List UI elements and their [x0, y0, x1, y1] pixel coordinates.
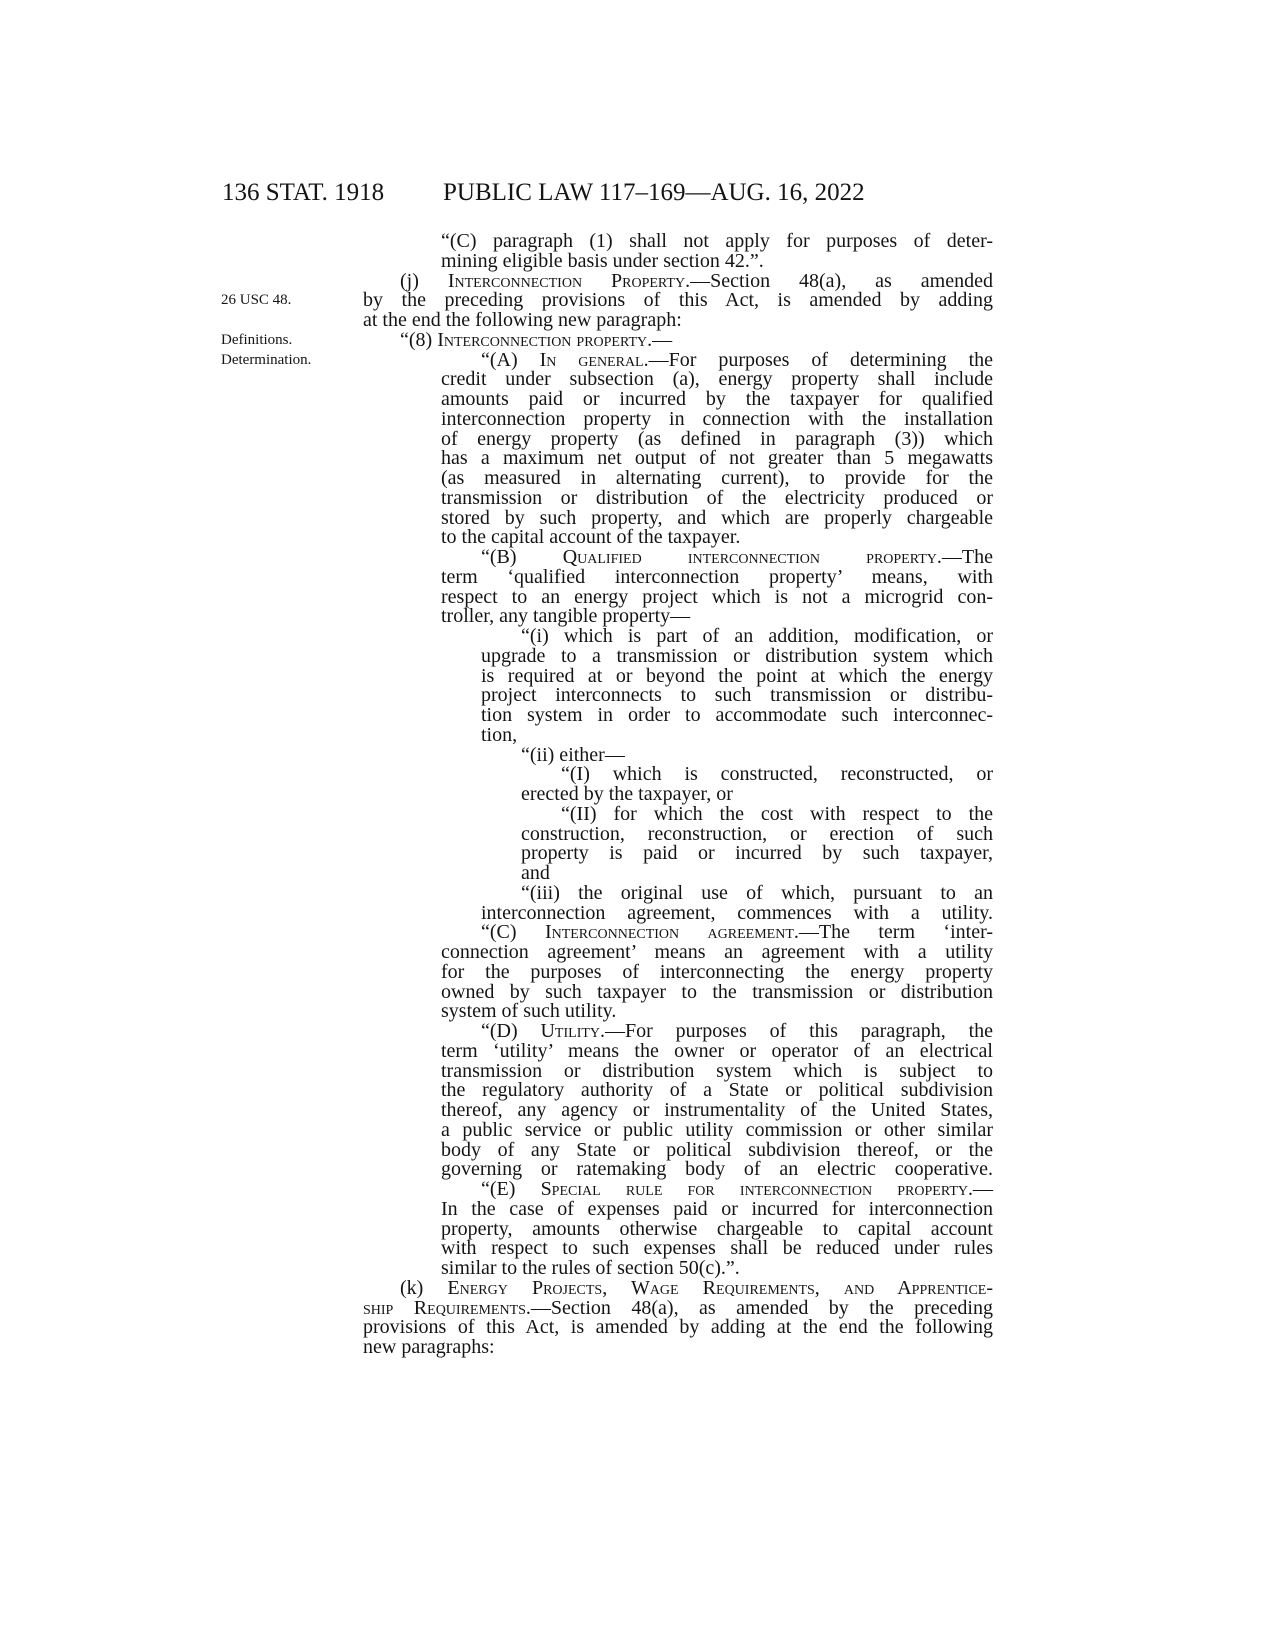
text-line: property, amounts otherwise chargeable to capital account [441, 1217, 993, 1240]
text-line: by the preceding provisions of this Act, is amended by adding [363, 289, 993, 312]
subparagraph-label: “(E) [481, 1178, 541, 1200]
text-line: the regulatory authority of a State or political subdivision [441, 1079, 993, 1102]
text-line: transmission or distribution of the electricity produced or [441, 486, 993, 509]
text-line: and [521, 862, 550, 884]
margin-note-determination: Determination. [221, 351, 312, 368]
text-line: is required at or beyond the point at which the energy [481, 664, 993, 687]
text-line: governing or ratemaking body of an electric cooperative. [441, 1158, 993, 1181]
subparagraph-heading: Qualified interconnection property [562, 546, 937, 568]
margin-note-citation: 26 USC 48. [221, 292, 292, 308]
text-line: with respect to such expenses shall be reduced under rules [441, 1237, 993, 1260]
text-line: In the case of expenses paid or incurred for interconnection [441, 1197, 993, 1220]
text-line: provisions of this Act, is amended by adding at the end the following [363, 1316, 993, 1339]
text-line: thereof, any agency or instrumentality of the United States, [441, 1099, 993, 1121]
text-line: (as measured in alternating current), to provide for the [441, 467, 993, 489]
subsection-heading: Energy Projects, Wage Requirements, and Apprentice- [447, 1276, 993, 1299]
text-line: to the capital account of the taxpayer. [441, 526, 741, 549]
text-line: property is paid or incurred by such taxpayer, [521, 842, 993, 865]
subparagraph-heading-line [481, 1022, 993, 1042]
page-header-title: PUBLIC LAW 117–169—AUG. 16, 2022 [443, 179, 865, 206]
heading-text: .—Section 48(a), as amended [685, 269, 993, 292]
text-line: “(iii) the original use of which, pursuant to an [521, 881, 993, 904]
margin-note-definitions: Definitions. [221, 332, 293, 348]
subsection-heading: ship Requirements [363, 1296, 526, 1319]
heading-text: .—Section 48(a), as amended by the preceding [525, 1296, 993, 1319]
text-line: upgrade to a transmission or distribution system which [481, 644, 993, 667]
heading-text: .—The [936, 546, 993, 568]
heading-text: .— [647, 328, 673, 351]
subsection-label: (j) [400, 269, 448, 292]
text-line: of energy property (as defined in paragraph (3)) which [441, 427, 993, 450]
paragraph-label: “(8) [400, 328, 438, 351]
text-line: project interconnects to such transmission or distribu- [481, 684, 993, 707]
text-line: tion system in order to accommodate such interconnec- [481, 704, 993, 726]
text-line: “(C) paragraph (1) shall not apply for purposes of deter- [441, 230, 993, 252]
heading-text: .—For purposes of determining the [643, 348, 993, 371]
subparagraph-label: “(D) [481, 1020, 541, 1042]
text-line: respect to an energy project which is not a microgrid con- [441, 585, 993, 608]
text-line: transmission or distribution system which is subject to [441, 1059, 993, 1082]
text-line: construction, reconstruction, or erection of such [521, 822, 993, 845]
subparagraph-heading: In general [539, 348, 644, 371]
subparagraph-heading: Utility [540, 1020, 601, 1042]
text-line: “(ii) either— [521, 743, 625, 766]
text-line: at the end the following new paragraph: [363, 309, 682, 331]
subsection-label: (k) [400, 1276, 448, 1299]
heading-text: .—For purposes of this paragraph, the [600, 1020, 994, 1042]
text-line: term ‘qualified interconnection property’ means, with [441, 565, 993, 588]
subsection-heading: Interconnection Property [447, 269, 686, 292]
subparagraph-heading-line [481, 548, 993, 568]
text-line: connection agreement’ means an agreement with a utility [441, 941, 993, 963]
heading-text: .—The term ‘inter- [793, 921, 993, 944]
subparagraph-heading-line [481, 1180, 993, 1200]
page-stat-number: 136 STAT. 1918 [222, 179, 385, 206]
text-line: “(i) which is part of an addition, modification, or [521, 625, 993, 647]
text-line: a public service or public utility commission or other similar [441, 1118, 993, 1141]
text-line: has a maximum net output of not greater than 5 megawatts [441, 447, 993, 470]
subparagraph-heading: Interconnection agreement [544, 921, 794, 944]
text-line: credit under subsection (a), energy property shall include [441, 368, 993, 391]
text-line: system of such utility. [441, 1000, 617, 1023]
text-line: new paragraphs: [363, 1336, 495, 1358]
text-line: amounts paid or incurred by the taxpayer for qualified [441, 388, 993, 410]
text-line: mining eligible basis under section 42.”. [441, 249, 764, 272]
text-line: interconnection agreement, commences with a utility. [481, 901, 993, 924]
subparagraph-heading: Special rule for interconnection property [540, 1178, 968, 1200]
text-line: stored by such property, and which are properly chargeable [441, 506, 993, 529]
text-line: for the purposes of interconnecting the energy property [441, 960, 993, 983]
text-line: body of any State or political subdivision thereof, or the [441, 1138, 993, 1161]
text-line: troller, any tangible property— [441, 605, 691, 628]
text-line: “(I) which is constructed, reconstructed, or [561, 763, 993, 786]
heading-text: .— [968, 1178, 993, 1200]
text-line: tion, [481, 723, 518, 746]
text-line: erected by the taxpayer, or [521, 783, 733, 805]
subparagraph-label: “(A) [481, 348, 540, 371]
text-line: term ‘utility’ means the owner or operator of an electrical [441, 1039, 993, 1062]
subparagraph-label: “(C) [481, 921, 545, 944]
text-line: “(II) for which the cost with respect to the [561, 802, 993, 825]
text-line: interconnection property in connection with the installation [441, 407, 993, 430]
subparagraph-label: “(B) [481, 546, 563, 568]
body-text-column [363, 232, 993, 1358]
text-line: owned by such taxpayer to the transmission or distribution [441, 980, 993, 1003]
paragraph-heading: Interconnection property [437, 328, 648, 351]
text-line: similar to the rules of section 50(c).”. [441, 1257, 740, 1279]
